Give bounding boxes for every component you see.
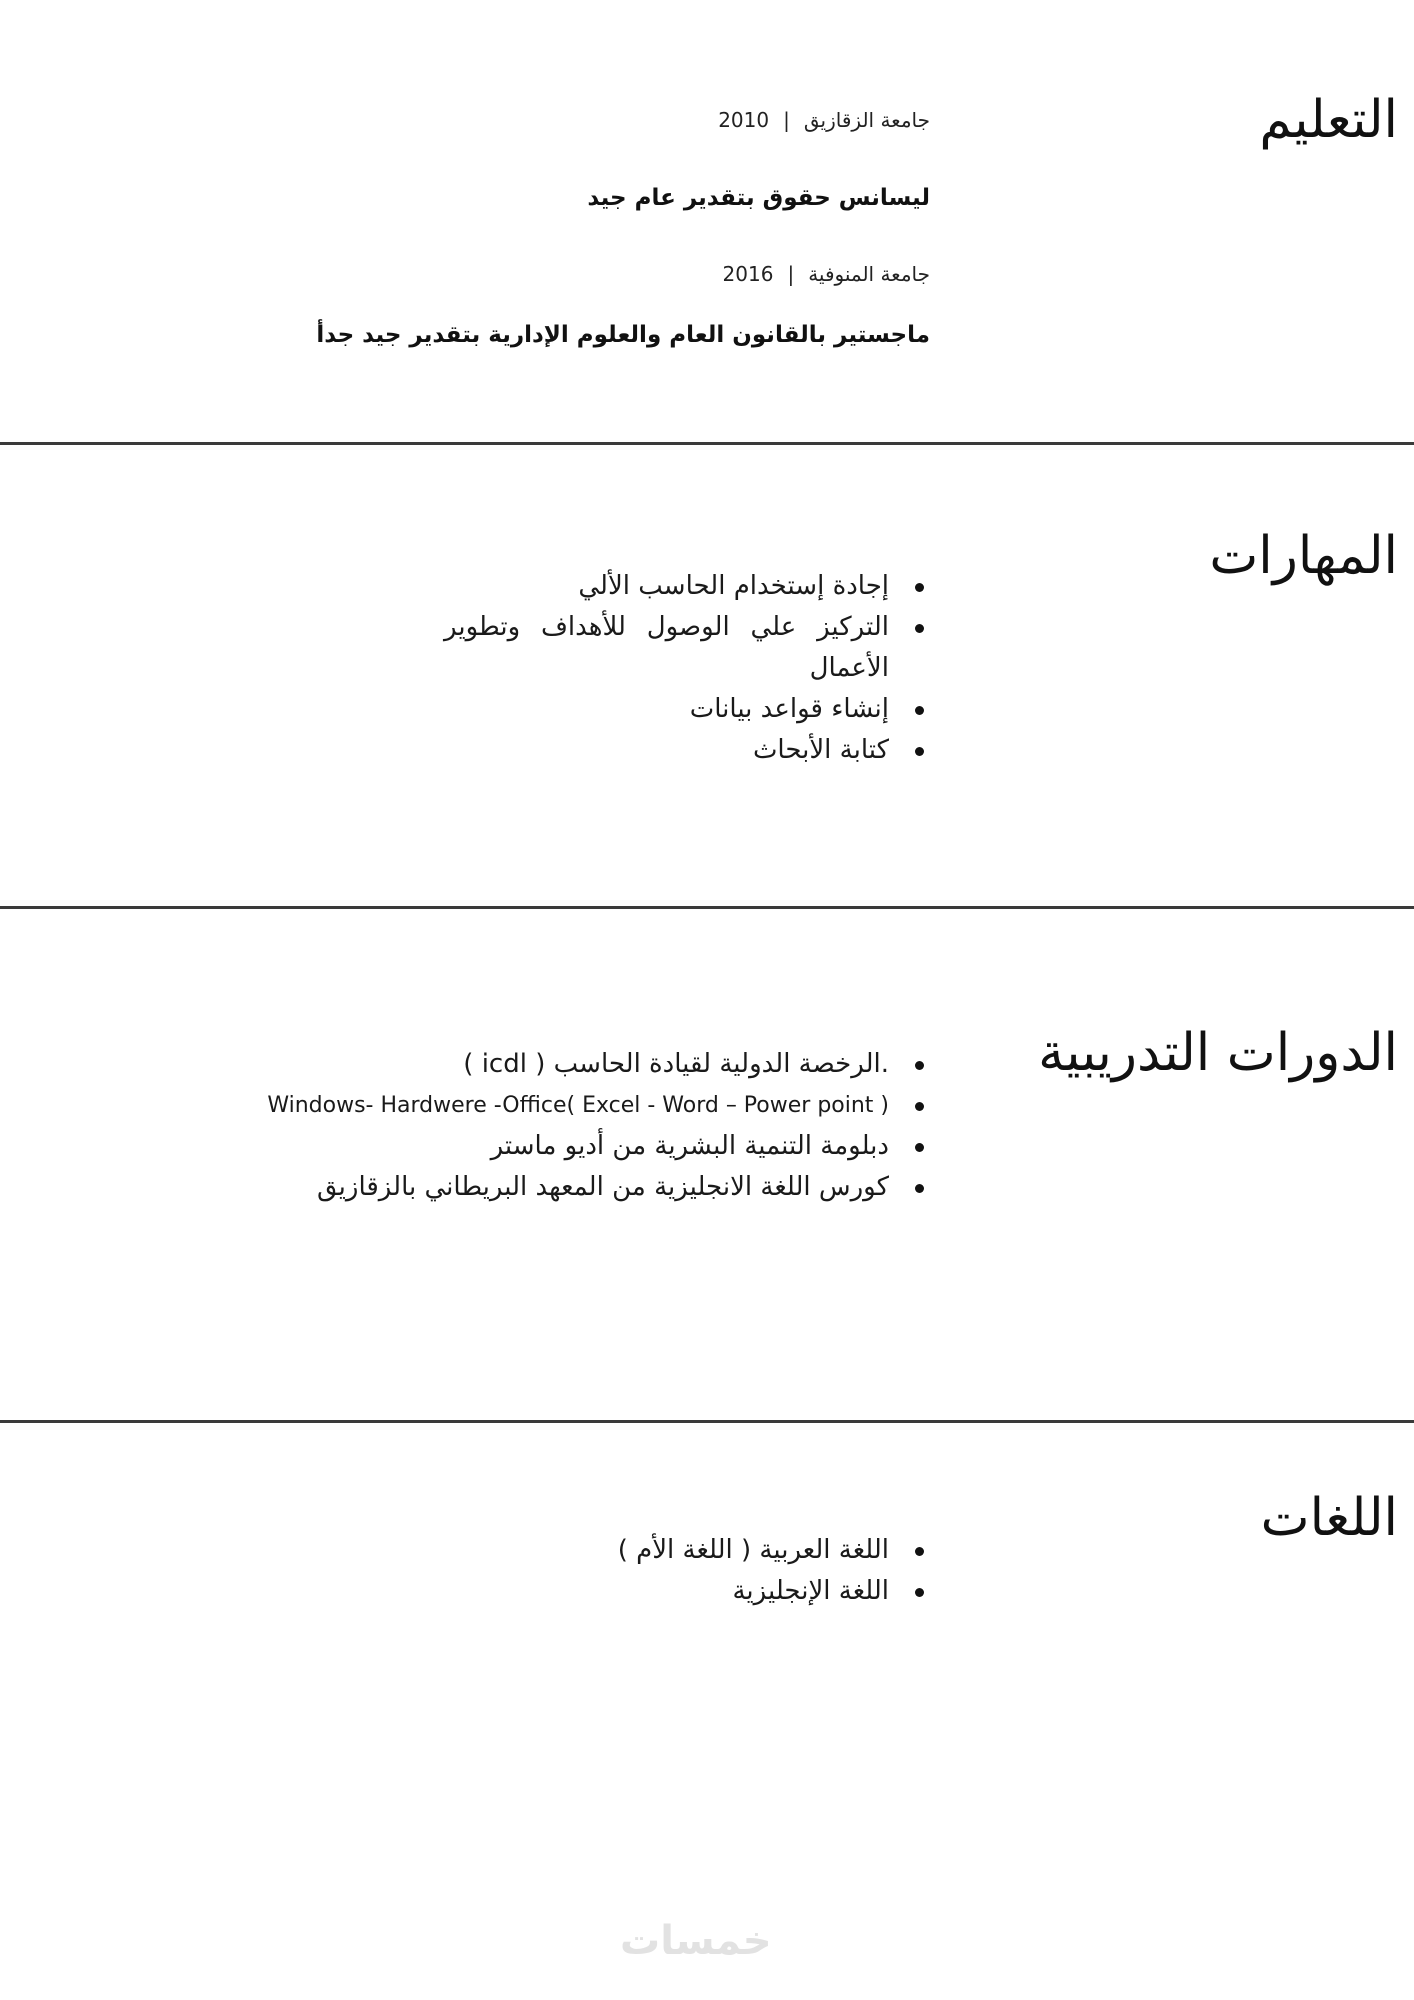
list-item: اللغة العربية ( اللغة الأم )	[444, 1530, 924, 1571]
list-item: كورس اللغة الانجليزية من المعهد البريطاني بالزقازيق	[184, 1167, 924, 1208]
education-degree-wrapper	[230, 185, 930, 213]
education-degree-wrapper	[230, 322, 930, 350]
education-entry	[230, 262, 930, 286]
courses-title: الدورات التدريبية	[1038, 1023, 1398, 1083]
education-university: جامعة المنوفية	[808, 262, 930, 286]
section-divider	[0, 906, 1414, 909]
education-separator: |	[787, 262, 795, 286]
list-item: .الرخصة الدولية لقيادة الحاسب ( icdl )	[184, 1044, 924, 1085]
education-separator: |	[783, 108, 790, 132]
education-degree: ماجستير بالقانون العام والعلوم الإدارية بتقدير جيد جدأ	[316, 322, 930, 348]
list-item: التركيز علي الوصول للأهداف وتطوير الأعمال	[444, 607, 924, 689]
list-item: دبلومة التنمية البشرية من أديو ماستر	[184, 1126, 924, 1167]
list-item	[184, 1085, 924, 1126]
list-item: اللغة الإنجليزية	[444, 1571, 924, 1612]
skills-title: المهارات	[1209, 526, 1398, 586]
education-meta	[230, 108, 930, 132]
education-year: 2016	[722, 262, 774, 286]
languages-list	[444, 1530, 924, 1612]
list-item: كتابة الأبحاث	[444, 730, 924, 771]
section-divider	[0, 1420, 1414, 1423]
education-entry	[230, 108, 930, 132]
course-software-text: Windows- Hardwere -Office( Excel - Word – Power point )	[267, 1093, 889, 1118]
education-title: التعليم	[1259, 90, 1398, 150]
languages-title: اللغات	[1260, 1488, 1398, 1548]
list-item: إنشاء قواعد بيانات	[444, 689, 924, 730]
education-meta	[230, 262, 930, 286]
list-item: إجادة إستخدام الحاسب الألي	[444, 566, 924, 607]
skills-list	[444, 566, 924, 771]
watermark-logo: خمسات	[620, 1918, 772, 1964]
section-divider	[0, 442, 1414, 445]
education-degree: ليسانس حقوق بتقدير عام جيد	[587, 185, 930, 211]
education-year: 2010	[718, 108, 770, 132]
education-university: جامعة الزقازيق	[803, 108, 930, 132]
courses-list	[184, 1044, 924, 1208]
